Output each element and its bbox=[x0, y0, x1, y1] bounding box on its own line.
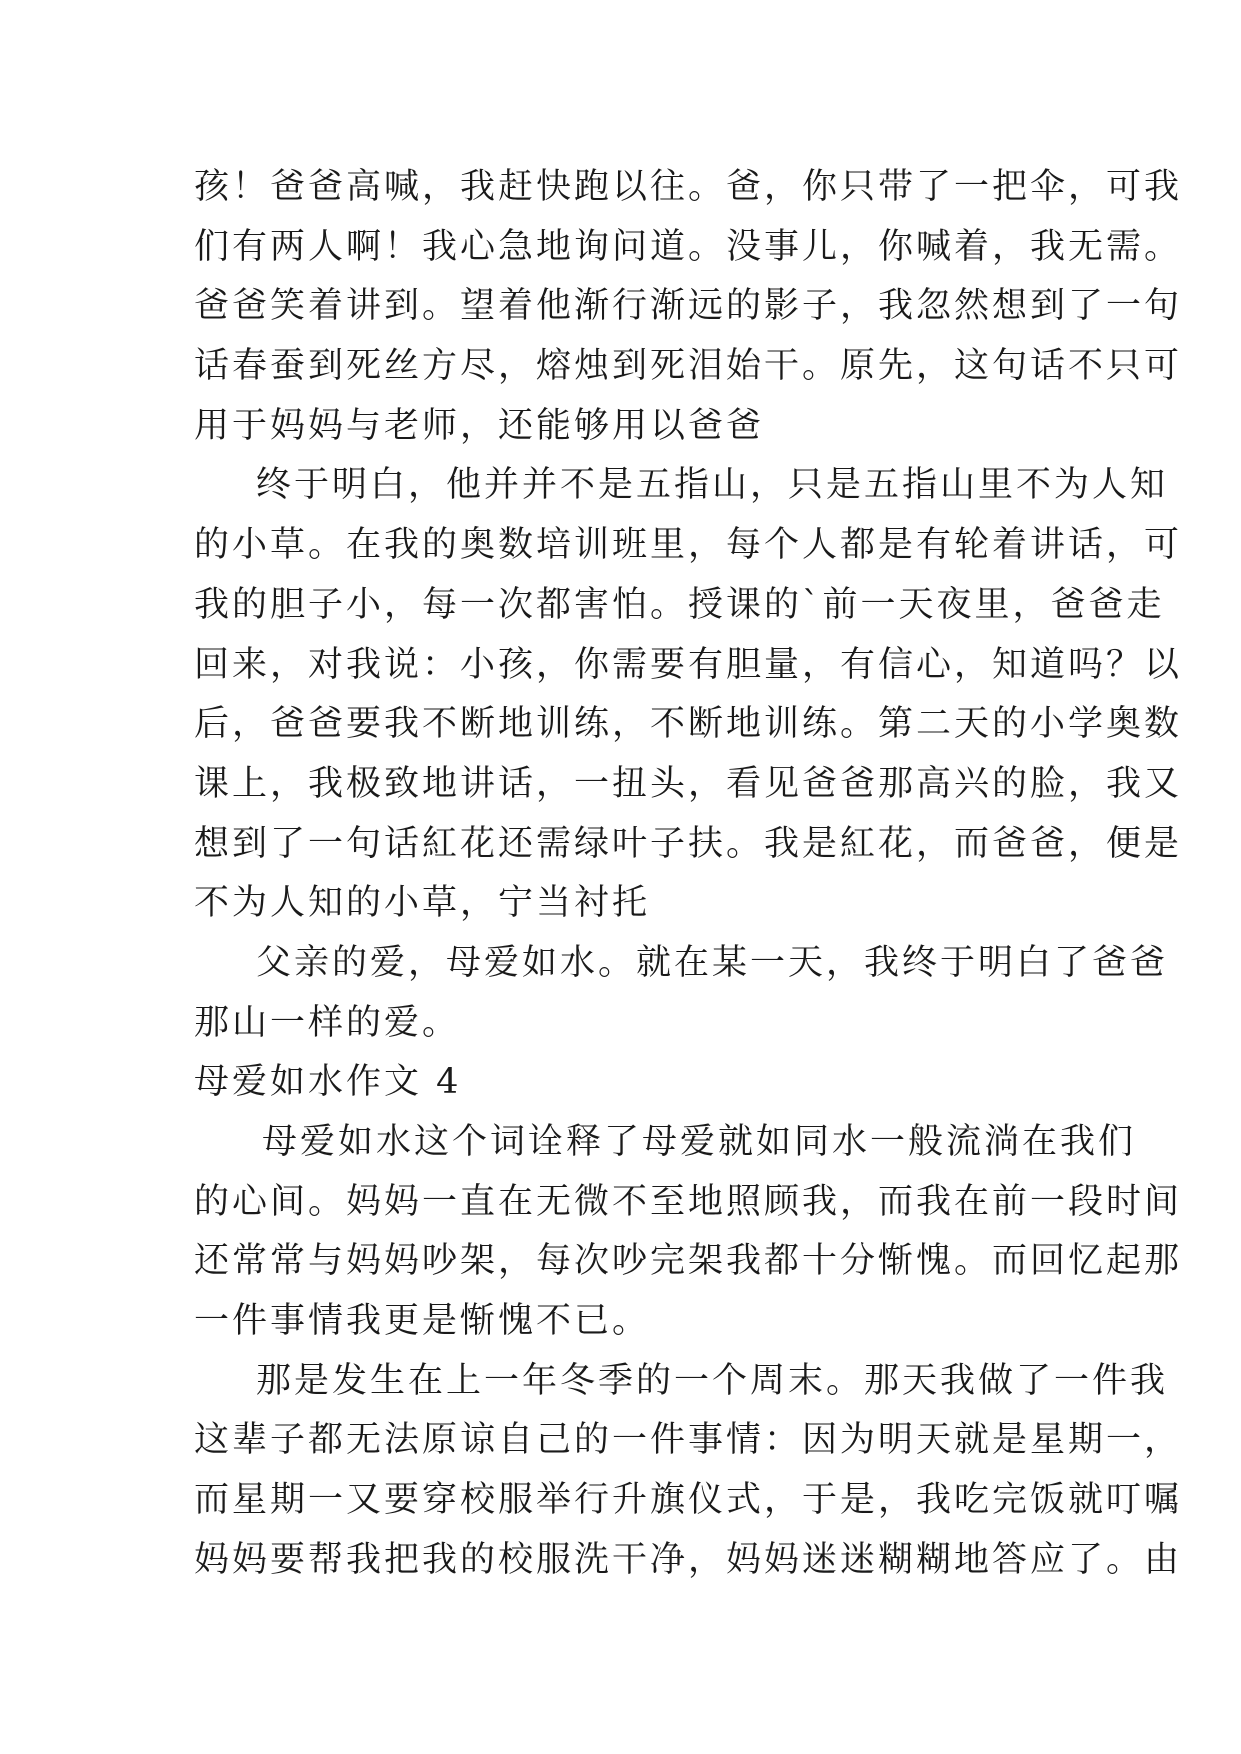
text-line: 话春蚕到死丝方尽，熔烛到死泪始干。原先，这句话不只可 bbox=[194, 346, 1183, 387]
text-line: 课上，我极致地讲话，一扭头，看见爸爸那高兴的脸，我又 bbox=[194, 763, 1183, 804]
text-line: 孩！爸爸高喊，我赶快跑以往。爸，你只带了一把伞，可我 bbox=[194, 167, 1183, 207]
text-line: 后，爸爸要我不断地训练，不断地训练。第二天的小学奥数 bbox=[194, 704, 1183, 745]
text-line: 的小草。在我的奥数培训班里，每个人都是有轮着讲话，可 bbox=[194, 525, 1183, 566]
text-line: 用于妈妈与老师，还能够用以爸爸 bbox=[194, 405, 765, 446]
text-line: 我的胆子小，每一次都害怕。授课的`前一天夜里，爸爸走 bbox=[194, 584, 1165, 625]
paragraph-first-line: 那是发生在上一年冬季的一个周末。那天我做了一件我 bbox=[256, 1360, 1169, 1401]
document-body bbox=[194, 158, 1183, 1591]
text-line: 妈妈要帮我把我的校服洗干净，妈妈迷迷糊糊地答应了。由 bbox=[194, 1539, 1183, 1580]
text-line: 而星期一又要穿校服举行升旗仪式，于是，我吃完饭就叮嘱 bbox=[194, 1480, 1183, 1521]
paragraph-first-line: 母爱如水这个词诠释了母爱就如同水一般流淌在我们 bbox=[262, 1122, 1137, 1162]
text-line: 的心间。妈妈一直在无微不至地照顾我，而我在前一段时间 bbox=[194, 1181, 1183, 1222]
text-line: 还常常与妈妈吵架，每次吵完架我都十分惭愧。而回忆起那 bbox=[194, 1241, 1183, 1282]
paragraph-first-line: 终于明白，他并并不是五指山，只是五指山里不为人知 bbox=[256, 465, 1169, 506]
text-line: 一件事情我更是惭愧不已。 bbox=[194, 1301, 651, 1342]
text-line: 那山一样的爱。 bbox=[194, 1002, 461, 1043]
text-line: 不为人知的小草，宁当衬托 bbox=[194, 883, 651, 924]
text-line: 这辈子都无法原谅自己的一件事情：因为明天就是星期一， bbox=[194, 1420, 1183, 1461]
paragraph-first-line: 父亲的爱，母爱如水。就在某一天，我终于明白了爸爸 bbox=[256, 942, 1169, 983]
text-line: 爸爸笑着讲到。望着他渐行渐远的影子，我忽然想到了一句 bbox=[194, 286, 1183, 327]
text-line: 回来，对我说：小孩，你需要有胆量，有信心，知道吗？以 bbox=[194, 644, 1183, 685]
text-line: 想到了一句话紅花还需绿叶子扶。我是紅花，而爸爸，便是 bbox=[194, 823, 1183, 864]
section-heading: 母爱如水作文 4 bbox=[194, 1062, 462, 1103]
text-line: 们有两人啊！我心急地询问道。没事儿，你喊着，我无需。 bbox=[194, 226, 1183, 267]
